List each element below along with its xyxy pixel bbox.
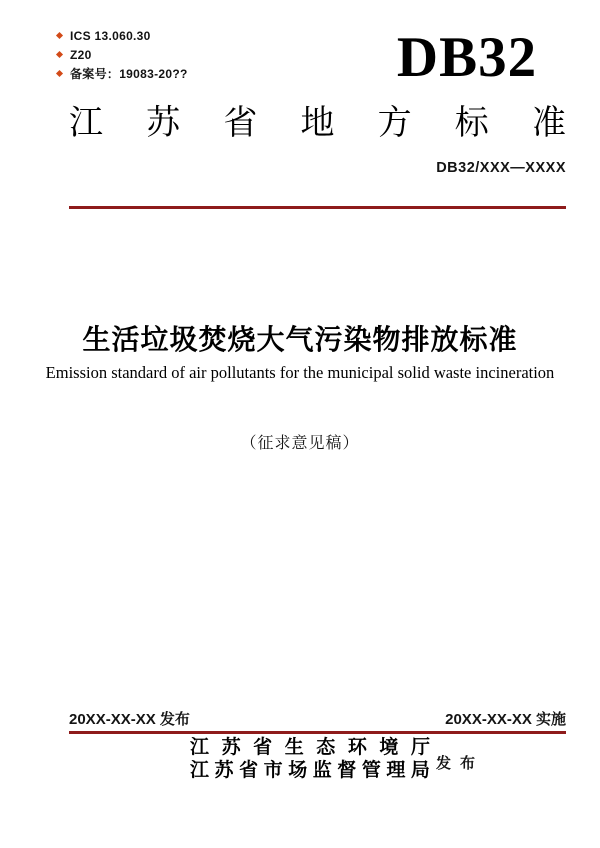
issuer-agency-1: 江 苏 省 生 态 环 境 厅 — [190, 737, 430, 758]
revision-mark-icon — [56, 51, 63, 58]
document-meta-block — [70, 27, 188, 84]
bottom-red-rule — [69, 731, 566, 734]
db32-logo: DB32 — [396, 26, 538, 89]
issuer-block — [190, 736, 475, 782]
ics-code: ICS 13.060.30 — [70, 29, 151, 43]
standard-number: DB32/XXX—XXXX — [436, 160, 566, 176]
issuer-agency-2: 江 苏 省 市 场 监 督 管 理 局 — [190, 760, 430, 781]
issue-date: 20XX-XX-XX 发布 — [69, 711, 190, 728]
revision-mark-icon — [56, 70, 63, 77]
publish-label: 发 布 — [436, 754, 476, 772]
dates-row — [69, 708, 566, 729]
classification-row — [70, 46, 188, 65]
document-title-cn: 生活垃圾焚烧大气污染物排放标准 — [82, 324, 518, 355]
issuer-agencies — [190, 736, 430, 782]
standard-category-title: 江 苏 省 地 方 标 准 — [69, 104, 566, 142]
implementation-date: 20XX-XX-XX 实施 — [445, 711, 566, 728]
document-title-en: Emission standard of air pollutants for the municipal solid waste incineration — [45, 363, 555, 382]
record-number-row — [70, 65, 188, 84]
record-number: 备案号：19083-20?? — [70, 67, 188, 81]
ics-row — [70, 27, 188, 46]
draft-status-note: （征求意见稿） — [240, 435, 360, 452]
top-red-rule — [69, 206, 566, 209]
revision-mark-icon — [56, 32, 63, 39]
classification-code: Z20 — [70, 48, 92, 62]
